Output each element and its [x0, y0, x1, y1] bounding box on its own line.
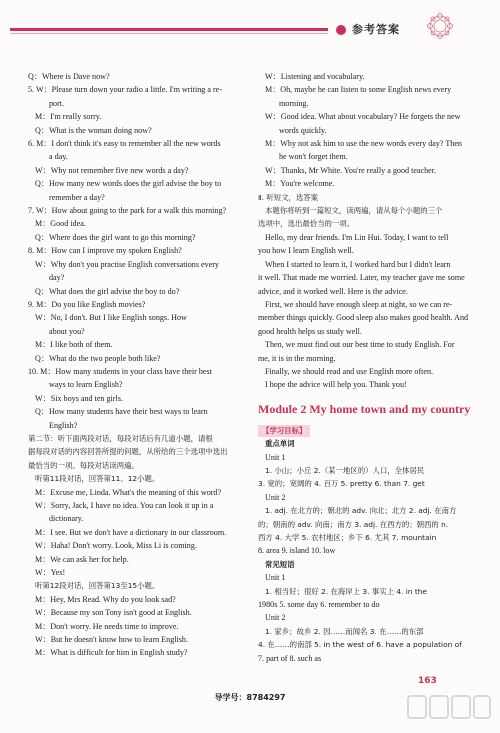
- text-line: remember a day?: [49, 192, 105, 202]
- text-line: M：Don't worry. He needs time to improve.: [35, 621, 179, 631]
- answer-line: 1. 小山；小丘 2.（某一地区的）人口，全体居民: [265, 465, 425, 475]
- text-line: Q：What is the woman doing now?: [35, 125, 152, 135]
- header-rule-thin: [10, 33, 328, 34]
- text-line: morning.: [279, 98, 309, 108]
- text-line: it well. That made me worried. Later, my teacher gave me some: [258, 273, 465, 283]
- module-title: Module 2 My home town and my country: [258, 401, 471, 416]
- answer-line: 8. area 9. island 10. low: [258, 546, 336, 556]
- text-line: Then, we must find out our best time to study English. For: [265, 340, 455, 350]
- text-line: good health helps us study well.: [258, 326, 362, 336]
- text-line: a day.: [49, 152, 68, 162]
- text-line: M：Why not ask him to use the new words every day? Then: [265, 139, 462, 149]
- answer-line: 1980s 5. some day 6. remember to do: [258, 600, 380, 610]
- text-line: me, it is in the morning.: [258, 353, 336, 363]
- text-line: W：Six boys and ten girls.: [35, 393, 123, 403]
- text-line: you how I learn English well.: [258, 246, 354, 256]
- text-line: M：Oh, maybe he can listen to some English news every: [265, 85, 452, 95]
- text-line: advice, and it worked well. Here is the advice.: [258, 286, 408, 296]
- text-line: dictionary.: [49, 514, 84, 524]
- text-line: 听第12段对话，回答第13至15小题。: [35, 581, 160, 591]
- text-line: W：Thanks, Mr White. You're really a good teacher.: [265, 165, 437, 175]
- text-line: 5. W：Please turn down your radio a little. I'm writing a re-: [28, 85, 222, 95]
- answer-line: Unit 2: [265, 613, 286, 623]
- section-subheading: 常见短语: [265, 559, 295, 569]
- text-line: First, we should have enough sleep at night, so we can re-: [265, 299, 453, 309]
- text-line: words quickly.: [279, 125, 327, 135]
- text-line: W：Because my son Tony isn't good at English.: [35, 608, 192, 618]
- text-line: M：What is difficult for him in English study?: [35, 648, 188, 658]
- header-rule: [10, 28, 328, 31]
- answer-line: 1. 相当好；很好 2. 在海岸上 3. 事实上 4. in the: [265, 586, 427, 596]
- text-line: port.: [49, 98, 65, 108]
- answer-line: 1. adj. 在北方的；朝北的 adv. 向北；北方 2. adj. 在南方: [265, 506, 457, 516]
- text-line: W：Good idea. What about vocabulary? He forgets the new: [265, 112, 461, 122]
- text-line: 10. M：How many students in your class have their best: [28, 366, 212, 376]
- text-line: M：You're welcome.: [265, 179, 335, 189]
- text-line: Q：How many new words does the girl advise the boy to: [35, 179, 222, 189]
- text-line: Q：How many students have their best ways to learn: [35, 407, 208, 417]
- left-column: [28, 70, 238, 660]
- answer-line: 3. 宽的；宽阔的 4. 百万 5. pretty 6. than 7. get: [258, 479, 425, 489]
- text-line: W：No, I don't. But I like English songs. How: [35, 313, 187, 323]
- text-line: 听第11段对话，回答第11、12小题。: [35, 474, 160, 484]
- text-line: 本题你将听到一篇短文，读两遍，请从每个小题的三个: [265, 206, 443, 216]
- answer-line: Unit 1: [265, 452, 286, 462]
- answer-line: Unit 1: [265, 573, 286, 583]
- text-line: W：But he doesn't know how to learn English.: [35, 635, 188, 645]
- text-line: W：Haha! Don't worry. Look, Miss Li is coming.: [35, 541, 197, 551]
- text-line: I hope the advice will help you. Thank you!: [265, 380, 407, 390]
- right-column: [258, 70, 478, 665]
- text-line: W：Why not remember five new words a day?: [35, 165, 189, 175]
- text-line: W：Yes!: [35, 568, 66, 578]
- text-line: M：I like both of them.: [35, 340, 113, 350]
- text-line: M：We can ask her for help.: [35, 554, 129, 564]
- text-line: M：I'm really sorry.: [35, 112, 102, 122]
- page-number: 163: [418, 676, 437, 686]
- answer-line: 7. part of 8. such as: [258, 653, 322, 663]
- text-line: day?: [49, 273, 65, 283]
- text-line: Q：Where is Dave now?: [28, 72, 110, 81]
- text-line: 9. M：Do you like English movies?: [28, 299, 146, 309]
- goal-tag-row: [258, 424, 478, 437]
- text-line: Q：What do the two people both like?: [35, 353, 161, 363]
- answer-line: 西方 4. 大学 5. 农村地区；乡下 6. 尤其 7. mountain: [258, 533, 437, 542]
- text-line: 第二节：听下面两段对话，每段对话后有几道小题，请根: [28, 433, 213, 443]
- text-line: he won't forget them.: [279, 152, 348, 162]
- answer-line: 1. 家乡；故乡 2. 因……而闻名 3. 在……的东部: [265, 626, 424, 636]
- text-line: Hello, my dear friends. I'm Lin Hui. Today, I want to tell: [265, 232, 449, 242]
- answer-line: 的；朝南的 adv. 向南；南方 3. adj. 在西方的；朝西的 n.: [258, 519, 449, 529]
- text-line: English?: [49, 420, 78, 430]
- section-subheading: 重点单词: [265, 439, 295, 449]
- text-line: 选项中，选出最恰当的一项。: [258, 219, 355, 229]
- text-line: M：Good idea.: [35, 219, 86, 229]
- text-line: W：Listening and vocabulary.: [265, 72, 365, 81]
- text-line: 据每段对话的内容回答所提的问题，从所给的三个选项中选出: [28, 447, 228, 457]
- text-line: 6. M：I don't think it's easy to remember all the new words: [28, 139, 221, 149]
- text-line: 7. W：How about going to the park for a walk this morning?: [28, 206, 227, 216]
- text-line: M：I see. But we don't have a dictionary in our classroom.: [35, 527, 227, 537]
- flower-ornament-icon: [420, 12, 460, 40]
- text-line: When I started to learn it, I worked hard but I didn't learn: [265, 259, 451, 269]
- header-bullet: [336, 25, 346, 35]
- text-line: W：Why don't you practise English conversations every: [35, 259, 219, 269]
- text-line: member things quickly. Good sleep also makes good health. And: [258, 313, 469, 323]
- answer-line: 4. 在……的南部 5. in the west of 6. have a population of: [258, 640, 462, 650]
- text-line: M：Excuse me, Linda. What's the meaning of this word?: [35, 487, 222, 497]
- text-line: Ⅱ. 听短文，选答案: [258, 192, 319, 202]
- text-line: Q：Where does the girl want to go this morning?: [35, 232, 196, 242]
- text-line: about you?: [49, 326, 85, 336]
- text-line: M：Hey, Mrs Read. Why do you look sad?: [35, 594, 176, 604]
- text-line: Q：What does the girl advise the boy to do?: [35, 286, 180, 296]
- text-line: Finally, we should read and use English more often.: [265, 366, 434, 376]
- text-line: 8. M：How can I improve my spoken English?: [28, 246, 182, 256]
- page-header-title: 参考答案: [352, 23, 400, 36]
- answer-line: Unit 2: [265, 492, 286, 502]
- footer-guide-number: 导学号：8784297: [214, 693, 286, 702]
- text-line: W：Sorry, Jack, I have no idea. You can look it up in a: [35, 501, 214, 510]
- learning-goal-tag: 【学习目标】: [258, 425, 310, 437]
- text-line: ways to learn English?: [49, 380, 123, 390]
- text-line: 最恰当的一项。每段对话读两遍。: [28, 460, 139, 470]
